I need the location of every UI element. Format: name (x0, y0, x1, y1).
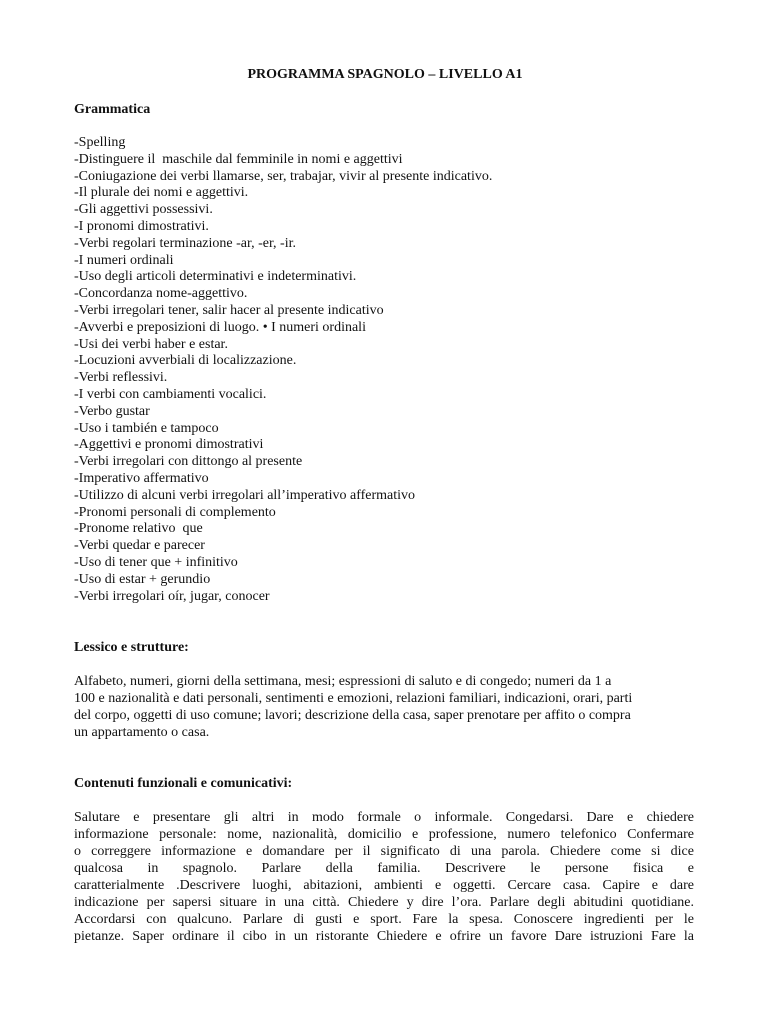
grammatica-item: -Coniugazione dei verbi llamarse, ser, trabajar, vivir al presente indicativo. (74, 168, 493, 184)
grammatica-item: -I verbi con cambiamenti vocalici. (74, 386, 267, 402)
grammatica-item: -Avverbi e preposizioni di luogo. • I numeri ordinali (74, 319, 366, 335)
grammatica-item: -I pronomi dimostrativi. (74, 218, 209, 234)
grammatica-item: -Verbi irregolari con dittongo al presente (74, 454, 303, 470)
grammatica-item: -Verbi irregolari tener, salir hacer al presente indicativo (74, 302, 384, 318)
contenuti-line: Salutare e presentare gli altri in modo formale o informale. Congedarsi. Dare e chiedere (74, 810, 694, 826)
grammatica-heading: Grammatica (74, 102, 151, 117)
document-title: PROGRAMMA SPAGNOLO – LIVELLO A1 (247, 67, 523, 82)
contenuti-line: caratterialmente .Descrivere luoghi, abitazioni, ambienti e oggetti. Cercare casa. Capire e dare (74, 878, 694, 894)
contenuti-line: pietanze. Saper ordinare il cibo in un ristorante Chiedere e ofrire un favore Dare istruzioni Fare la (74, 929, 694, 945)
lessico-line: del corpo, oggetti di uso comune; lavori; descrizione della casa, saper prenotare per affito o compra (74, 708, 631, 724)
grammatica-item: -Verbi regolari terminazione -ar, -er, -ir. (74, 235, 296, 251)
lessico-line: 100 e nazionalità e dati personali, sentimenti e emozioni, relazioni familiari, indicazioni, orari, parti (74, 691, 633, 707)
grammatica-item: -Utilizzo di alcuni verbi irregolari all’imperativo affermativo (74, 487, 416, 503)
grammatica-item: -Pronome relativo que (74, 521, 203, 537)
grammatica-item: -Usi dei verbi haber e estar. (74, 336, 228, 352)
contenuti-line: o correggere informazione e domandare per il significato di una parola. Chiedere come si dice (74, 844, 694, 860)
grammatica-item: -Uso i también e tampoco (74, 420, 219, 436)
lessico-heading: Lessico e strutture: (74, 640, 189, 656)
grammatica-item: -Verbi quedar e parecer (74, 538, 205, 554)
contenuti-heading: Contenuti funzionali e comunicativi: (74, 776, 293, 792)
grammatica-item: -Il plurale dei nomi e aggettivi. (74, 185, 249, 201)
document-page (74, 66, 694, 945)
grammatica-item: -Verbi reflessivi. (74, 370, 168, 386)
grammatica-item: -Uso di estar + gerundio (74, 571, 211, 587)
lessico-paragraph (74, 673, 694, 741)
grammatica-item: -Uso degli articoli determinativi e indeterminativi. (74, 269, 357, 285)
grammatica-item: -Distinguere il maschile dal femminile in nomi e aggettivi (74, 151, 403, 167)
grammatica-item: -Concordanza nome-aggettivo. (74, 286, 248, 302)
grammatica-item: -Imperativo affermativo (74, 470, 209, 486)
grammatica-item: -I numeri ordinali (74, 252, 174, 268)
contenuti-paragraph (74, 809, 694, 945)
lessico-line: Alfabeto, numeri, giorni della settimana, mesi; espressioni di saluto e di congedo; numeri da 1 a (74, 674, 612, 690)
grammatica-item: -Verbo gustar (74, 403, 150, 419)
lessico-line: un appartamento o casa. (74, 725, 210, 741)
grammatica-item: -Pronomi personali di complemento (74, 504, 276, 520)
grammatica-item: -Gli aggettivi possessivi. (74, 202, 213, 218)
grammatica-list (74, 135, 694, 605)
grammatica-item: -Spelling (74, 135, 126, 150)
contenuti-line: Accordarsi con qualcuno. Parlare di gusti e sport. Fare la spesa. Conoscere ingredienti per le (74, 912, 694, 928)
contenuti-line: qualcosa in spagnolo. Parlare della familia. Descrivere le persone fisica e (74, 861, 694, 877)
grammatica-item: -Uso di tener que + infinitivo (74, 554, 238, 570)
grammatica-item: -Locuzioni avverbiali di localizzazione. (74, 353, 297, 369)
grammatica-item: -Aggettivi e pronomi dimostrativi (74, 437, 264, 453)
contenuti-line: informazione personale: nome, nazionalità, domicilio e professione, numero telefonico Confermare (74, 827, 694, 843)
grammatica-item: -Verbi irregolari oír, jugar, conocer (74, 588, 270, 604)
contenuti-line: indicazione per sapersi situare in una città. Chiedere y dire l’ora. Parlare degli abitudini quotidiane. (74, 895, 694, 911)
